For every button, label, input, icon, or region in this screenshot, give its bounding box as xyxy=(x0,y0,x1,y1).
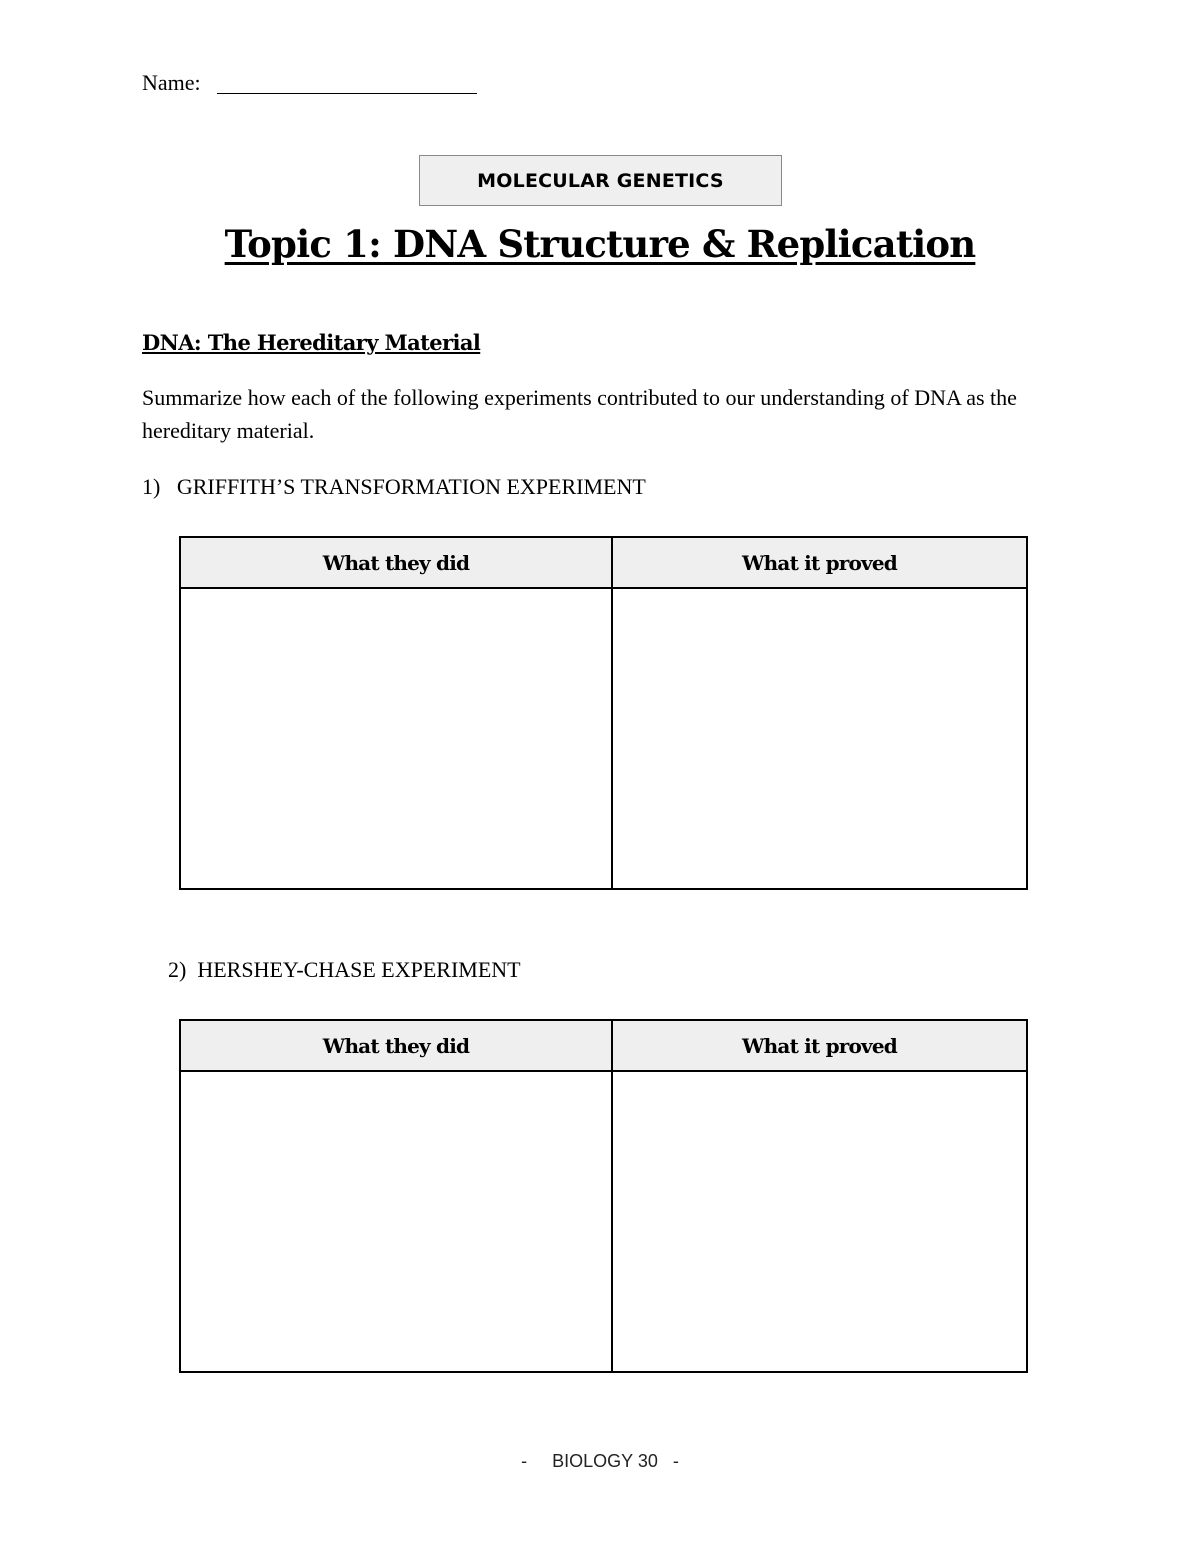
unit-banner: MOLECULAR GENETICS xyxy=(419,155,782,206)
experiment-2-heading xyxy=(168,957,521,983)
experiment-1-title: GRIFFITH’S TRANSFORMATION EXPERIMENT xyxy=(176,474,646,499)
section-heading: DNA: The Hereditary Material xyxy=(142,330,481,355)
column-header-what-it-proved: What it proved xyxy=(613,1021,1026,1072)
column-header-what-they-did: What they did xyxy=(181,538,613,589)
answer-cell-what-it-proved[interactable] xyxy=(613,1072,1026,1371)
instructions-text: Summarize how each of the following experiments contributed to our understanding of DNA as the hereditary material. xyxy=(142,385,1017,443)
experiment-1-table xyxy=(179,536,1028,890)
answer-cell-what-it-proved[interactable] xyxy=(613,589,1026,888)
experiment-2-title: HERSHEY-CHASE EXPERIMENT xyxy=(197,957,521,982)
column-header-what-they-did: What they did xyxy=(181,1021,613,1072)
answer-cell-what-they-did[interactable] xyxy=(181,1072,613,1371)
experiment-1-number: 1) xyxy=(142,474,161,499)
column-header-what-it-proved: What it proved xyxy=(613,538,1026,589)
name-label: Name: xyxy=(142,70,201,95)
name-field-line[interactable] xyxy=(217,93,477,94)
answer-cell-what-they-did[interactable] xyxy=(181,589,613,888)
footer-course: BIOLOGY 30 xyxy=(552,1451,658,1471)
experiment-2-table xyxy=(179,1019,1028,1373)
page-title: Topic 1: DNA Structure & Replication xyxy=(224,222,976,266)
page-footer xyxy=(0,1451,1200,1472)
experiment-2-number: 2) xyxy=(168,957,187,982)
footer-dash-right: - xyxy=(672,1451,679,1471)
experiment-1-heading xyxy=(142,474,646,500)
footer-dash-left: - xyxy=(521,1451,528,1471)
